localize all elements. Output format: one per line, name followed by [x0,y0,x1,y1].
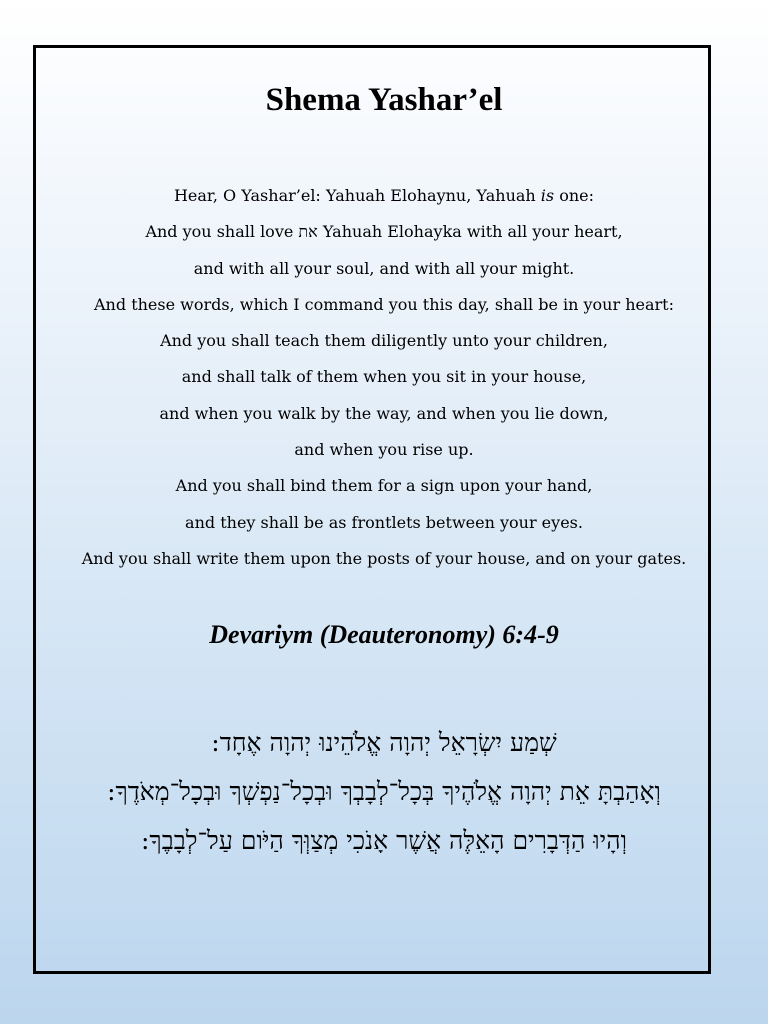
verse-line-2: And you shall love את Yahuah Elohayka with all your heart, [145,222,623,242]
verse-line-11: And you shall write them upon the posts of your house, and on your gates. [81,548,687,568]
hebrew-line-1: שְׁמַע יִשְׂרָאֵל יְהוָה אֱלֹהֵינוּ יְהוָה אֶחָד: [211,728,557,757]
verse-line-1-before: Hear, O Yashar’el: Yahuah Elohaynu, Yahuah [173,186,541,205]
english-verses [0,178,768,577]
scripture-citation: Devariym (Deauteronomy) 6:4-9 [209,620,559,649]
verse-line-6: and shall talk of them when you sit in your house, [181,367,587,387]
verse-line-7: and when you walk by the way, and when you lie down, [159,403,609,423]
verse-line-3: and with all your soul, and with all your might. [193,258,575,278]
page-title: Shema Yashar’el [265,82,503,118]
verse-line-1-emphasis: is [540,186,555,205]
verse-line-8: and when you rise up. [294,440,474,460]
verse-line-10: and they shall be as frontlets between your eyes. [185,512,583,532]
verse-line-4: And these words, which I command you this day, shall be in your heart: [94,294,674,314]
hebrew-verses [0,718,768,865]
hebrew-line-3: וְהָיוּ הַדְּבָרִים הָאֵלֶּה אֲשֶׁר אָנֹכִי מְצַוְּךָ הַיֹּום עַל־לְבָבֶךָ: [140,826,628,855]
verse-line-1-after: one: [554,186,595,205]
verse-line-5: And you shall teach them diligently unto your children, [160,331,608,351]
hebrew-line-2: וְאָהַבְתָּ אֵת יְהוָה אֱלֹהֶיךָ בְּכָל־לְבָבְךָ וּבְכָל־נַפְשְׁךָ וּבְכָל־מְאֹדֶךָ: [107,777,661,806]
verse-line-1 [0,178,768,214]
verse-line-9: And you shall bind them for a sign upon your hand, [175,476,593,496]
